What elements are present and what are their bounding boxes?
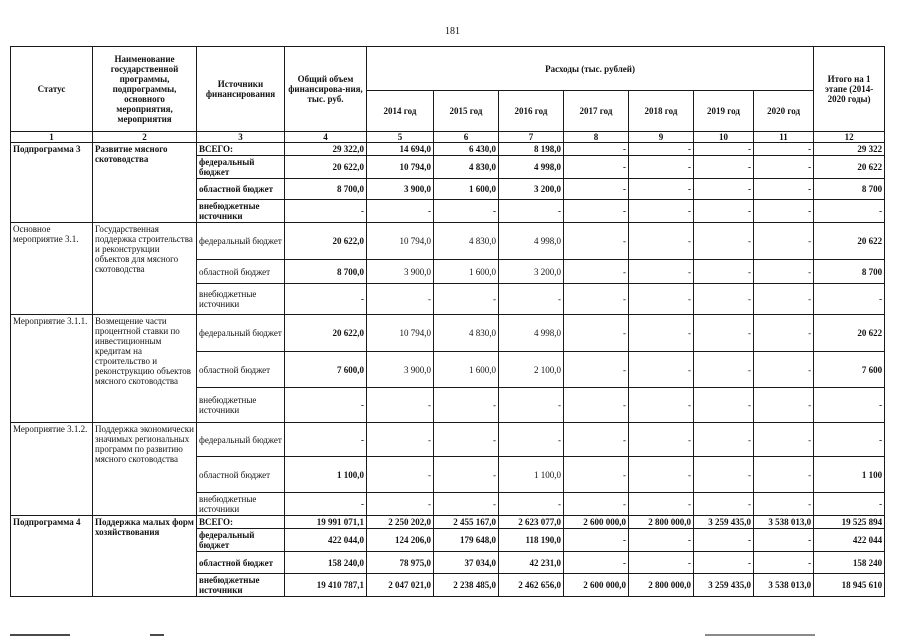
year-value-cell: - <box>499 493 564 516</box>
column-number: 3 <box>197 132 285 143</box>
itogo-cell: - <box>814 284 885 315</box>
scan-artifact <box>10 634 70 636</box>
column-number: 10 <box>694 132 754 143</box>
year-value-cell: - <box>367 457 434 493</box>
year-value-cell: - <box>694 552 754 574</box>
total-cell: 7 600,0 <box>285 352 367 388</box>
year-value-cell: 3 900,0 <box>367 260 434 284</box>
header-itogo: Итого на 1 этапе (2014-2020 годы) <box>814 47 885 132</box>
year-value-cell: 10 794,0 <box>367 315 434 352</box>
year-value-cell: 3 259 435,0 <box>694 516 754 529</box>
year-value-cell: - <box>564 552 629 574</box>
year-value-cell: - <box>564 388 629 423</box>
column-number: 2 <box>93 132 197 143</box>
year-value-cell: - <box>564 223 629 260</box>
total-cell: - <box>285 423 367 457</box>
source-cell: федеральный бюджет <box>197 423 285 457</box>
year-value-cell: 4 830,0 <box>434 223 499 260</box>
year-value-cell: 2 462 656,0 <box>499 574 564 597</box>
table-row <box>11 143 885 156</box>
column-number: 4 <box>285 132 367 143</box>
year-value-cell: - <box>629 457 694 493</box>
column-number: 1 <box>11 132 93 143</box>
source-cell: областной бюджет <box>197 179 285 200</box>
year-value-cell: - <box>367 493 434 516</box>
year-value-cell: - <box>629 200 694 223</box>
year-value-cell: - <box>694 284 754 315</box>
year-value-cell: - <box>754 529 814 552</box>
year-value-cell: - <box>434 284 499 315</box>
year-value-cell: - <box>754 352 814 388</box>
year-value-cell: - <box>564 315 629 352</box>
source-cell: областной бюджет <box>197 260 285 284</box>
itogo-cell: 8 700 <box>814 260 885 284</box>
page-number: 181 <box>445 26 460 37</box>
year-value-cell: 37 034,0 <box>434 552 499 574</box>
year-value-cell: - <box>694 388 754 423</box>
source-cell: внебюджетные источники <box>197 388 285 423</box>
scan-artifact <box>705 634 815 636</box>
year-value-cell: - <box>629 156 694 179</box>
year-value-cell: 14 694,0 <box>367 143 434 156</box>
year-value-cell: - <box>564 284 629 315</box>
year-value-cell: 4 830,0 <box>434 315 499 352</box>
year-value-cell: - <box>564 529 629 552</box>
itogo-cell: 20 622 <box>814 156 885 179</box>
name-cell: Поддержка экономически значимых региональных программ по развитию мясного скотоводства <box>93 423 197 516</box>
year-value-cell: - <box>754 223 814 260</box>
year-value-cell: 3 900,0 <box>367 179 434 200</box>
year-value-cell: - <box>754 552 814 574</box>
year-value-cell: - <box>367 200 434 223</box>
year-value-cell: - <box>629 284 694 315</box>
year-value-cell: - <box>434 388 499 423</box>
year-value-cell: - <box>694 457 754 493</box>
header-expenses: Расходы (тыс. рублей) <box>367 47 814 91</box>
year-value-cell: 3 200,0 <box>499 260 564 284</box>
year-value-cell: - <box>629 315 694 352</box>
year-value-cell: - <box>694 156 754 179</box>
year-value-cell: 1 600,0 <box>434 179 499 200</box>
year-value-cell: 2 250 202,0 <box>367 516 434 529</box>
year-value-cell: 1 600,0 <box>434 352 499 388</box>
year-value-cell: - <box>754 143 814 156</box>
itogo-cell: 20 622 <box>814 223 885 260</box>
source-cell: областной бюджет <box>197 457 285 493</box>
header-year: 2015 год <box>434 91 499 132</box>
table-row <box>11 516 885 529</box>
total-cell: 20 622,0 <box>285 156 367 179</box>
status-cell: Подпрограмма 4 <box>11 516 93 597</box>
status-cell: Основное мероприятие 3.1. <box>11 223 93 315</box>
itogo-cell: - <box>814 423 885 457</box>
year-value-cell: 118 190,0 <box>499 529 564 552</box>
year-value-cell: - <box>754 388 814 423</box>
year-value-cell: - <box>694 179 754 200</box>
header-status: Статус <box>11 47 93 132</box>
year-value-cell: - <box>629 423 694 457</box>
year-value-cell: - <box>694 260 754 284</box>
year-value-cell: 3 900,0 <box>367 352 434 388</box>
year-value-cell: - <box>629 143 694 156</box>
year-value-cell: - <box>629 493 694 516</box>
total-cell: 20 622,0 <box>285 223 367 260</box>
total-cell: 1 100,0 <box>285 457 367 493</box>
year-value-cell: - <box>754 457 814 493</box>
table-row <box>11 423 885 457</box>
itogo-cell: 20 622 <box>814 315 885 352</box>
year-value-cell: 42 231,0 <box>499 552 564 574</box>
financing-table <box>10 46 885 597</box>
year-value-cell: - <box>754 179 814 200</box>
year-value-cell: - <box>564 179 629 200</box>
itogo-cell: 158 240 <box>814 552 885 574</box>
year-value-cell: 2 800 000,0 <box>629 516 694 529</box>
total-cell: - <box>285 284 367 315</box>
itogo-cell: 7 600 <box>814 352 885 388</box>
source-cell: внебюджетные источники <box>197 284 285 315</box>
year-value-cell: 4 998,0 <box>499 223 564 260</box>
year-value-cell: 2 600 000,0 <box>564 516 629 529</box>
year-value-cell: 2 100,0 <box>499 352 564 388</box>
column-number: 12 <box>814 132 885 143</box>
year-value-cell: - <box>564 423 629 457</box>
header-total-volume: Общий объем финансирова-ния, тыс. руб. <box>285 47 367 132</box>
year-value-cell: 8 198,0 <box>499 143 564 156</box>
year-value-cell: 1 100,0 <box>499 457 564 493</box>
year-value-cell: - <box>499 388 564 423</box>
year-value-cell: - <box>629 552 694 574</box>
year-value-cell: - <box>754 284 814 315</box>
year-value-cell: 4 998,0 <box>499 315 564 352</box>
year-value-cell: - <box>564 493 629 516</box>
source-cell: внебюджетные источники <box>197 200 285 223</box>
year-value-cell: - <box>694 352 754 388</box>
year-value-cell: - <box>499 423 564 457</box>
year-value-cell: - <box>694 493 754 516</box>
year-value-cell: - <box>694 143 754 156</box>
year-value-cell: - <box>694 223 754 260</box>
source-cell: федеральный бюджет <box>197 315 285 352</box>
column-number: 7 <box>499 132 564 143</box>
year-value-cell: - <box>434 457 499 493</box>
column-number: 11 <box>754 132 814 143</box>
year-value-cell: 10 794,0 <box>367 156 434 179</box>
total-cell: - <box>285 200 367 223</box>
year-value-cell: - <box>629 388 694 423</box>
itogo-cell: 18 945 610 <box>814 574 885 597</box>
year-value-cell: 179 648,0 <box>434 529 499 552</box>
year-value-cell: - <box>564 143 629 156</box>
scan-artifact <box>150 634 164 636</box>
total-cell: 19 991 071,1 <box>285 516 367 529</box>
year-value-cell: - <box>694 529 754 552</box>
name-cell: Государственная поддержка строительства и реконструкции объектов для мясного скотоводства <box>93 223 197 315</box>
year-value-cell: 1 600,0 <box>434 260 499 284</box>
year-value-cell: - <box>629 260 694 284</box>
year-value-cell: 2 047 021,0 <box>367 574 434 597</box>
year-value-cell: 2 455 167,0 <box>434 516 499 529</box>
year-value-cell: - <box>629 352 694 388</box>
year-value-cell: 3 200,0 <box>499 179 564 200</box>
itogo-cell: - <box>814 388 885 423</box>
header-year: 2018 год <box>629 91 694 132</box>
total-cell: 8 700,0 <box>285 179 367 200</box>
year-value-cell: 3 538 013,0 <box>754 574 814 597</box>
year-value-cell: - <box>564 457 629 493</box>
name-cell: Развитие мясного скотоводства <box>93 143 197 223</box>
source-cell: федеральный бюджет <box>197 223 285 260</box>
year-value-cell: - <box>367 388 434 423</box>
year-value-cell: - <box>564 156 629 179</box>
year-value-cell: - <box>694 200 754 223</box>
year-value-cell: 2 238 485,0 <box>434 574 499 597</box>
itogo-cell: 19 525 894 <box>814 516 885 529</box>
year-value-cell: 6 430,0 <box>434 143 499 156</box>
header-name: Наименование государственной программы, подпрограммы, основного мероприятия, мероприятия <box>93 47 197 132</box>
source-cell: внебюджетные источники <box>197 574 285 597</box>
year-value-cell: 3 259 435,0 <box>694 574 754 597</box>
total-cell: 8 700,0 <box>285 260 367 284</box>
year-value-cell: 3 538 013,0 <box>754 516 814 529</box>
status-cell: Мероприятие 3.1.2. <box>11 423 93 516</box>
year-value-cell: - <box>367 423 434 457</box>
year-value-cell: - <box>629 529 694 552</box>
year-value-cell: 2 600 000,0 <box>564 574 629 597</box>
year-value-cell: - <box>499 284 564 315</box>
column-number: 8 <box>564 132 629 143</box>
itogo-cell: - <box>814 493 885 516</box>
table-row <box>11 223 885 260</box>
name-cell: Поддержка малых форм хозяйствования <box>93 516 197 597</box>
header-year: 2017 год <box>564 91 629 132</box>
total-cell: 422 044,0 <box>285 529 367 552</box>
source-cell: ВСЕГО: <box>197 516 285 529</box>
year-value-cell: - <box>754 423 814 457</box>
column-number: 9 <box>629 132 694 143</box>
status-cell: Подпрограмма 3 <box>11 143 93 223</box>
source-cell: федеральный бюджет <box>197 529 285 552</box>
year-value-cell: 2 623 077,0 <box>499 516 564 529</box>
year-value-cell: - <box>754 200 814 223</box>
column-number: 6 <box>434 132 499 143</box>
year-value-cell: - <box>434 423 499 457</box>
year-value-cell: 4 830,0 <box>434 156 499 179</box>
header-year: 2020 год <box>754 91 814 132</box>
year-value-cell: - <box>367 284 434 315</box>
year-value-cell: 78 975,0 <box>367 552 434 574</box>
itogo-cell: - <box>814 200 885 223</box>
year-value-cell: - <box>629 223 694 260</box>
year-value-cell: - <box>754 156 814 179</box>
year-value-cell: - <box>629 179 694 200</box>
year-value-cell: 10 794,0 <box>367 223 434 260</box>
source-cell: ВСЕГО: <box>197 143 285 156</box>
total-cell: 158 240,0 <box>285 552 367 574</box>
year-value-cell: - <box>754 260 814 284</box>
total-cell: - <box>285 388 367 423</box>
year-value-cell: - <box>434 200 499 223</box>
header-year: 2016 год <box>499 91 564 132</box>
column-number: 5 <box>367 132 434 143</box>
header-year: 2014 год <box>367 91 434 132</box>
year-value-cell: - <box>694 423 754 457</box>
year-value-cell: 4 998,0 <box>499 156 564 179</box>
source-cell: внебюджетные источники <box>197 493 285 516</box>
total-cell: 29 322,0 <box>285 143 367 156</box>
year-value-cell: 2 800 000,0 <box>629 574 694 597</box>
header-year: 2019 год <box>694 91 754 132</box>
total-cell: 19 410 787,1 <box>285 574 367 597</box>
year-value-cell: - <box>564 352 629 388</box>
source-cell: областной бюджет <box>197 552 285 574</box>
itogo-cell: 29 322 <box>814 143 885 156</box>
table-row <box>11 315 885 352</box>
year-value-cell: - <box>434 493 499 516</box>
year-value-cell: - <box>754 315 814 352</box>
header-sources: Источники финансирования <box>197 47 285 132</box>
year-value-cell: - <box>499 200 564 223</box>
status-cell: Мероприятие 3.1.1. <box>11 315 93 423</box>
total-cell: 20 622,0 <box>285 315 367 352</box>
source-cell: федеральный бюджет <box>197 156 285 179</box>
year-value-cell: - <box>754 493 814 516</box>
year-value-cell: 124 206,0 <box>367 529 434 552</box>
name-cell: Возмещение части процентной ставки по инвестиционным кредитам на строительство и реконструкцию объектов мясного скотоводства <box>93 315 197 423</box>
itogo-cell: 422 044 <box>814 529 885 552</box>
total-cell: - <box>285 493 367 516</box>
source-cell: областной бюджет <box>197 352 285 388</box>
year-value-cell: - <box>694 315 754 352</box>
itogo-cell: 1 100 <box>814 457 885 493</box>
year-value-cell: - <box>564 200 629 223</box>
itogo-cell: 8 700 <box>814 179 885 200</box>
year-value-cell: - <box>564 260 629 284</box>
